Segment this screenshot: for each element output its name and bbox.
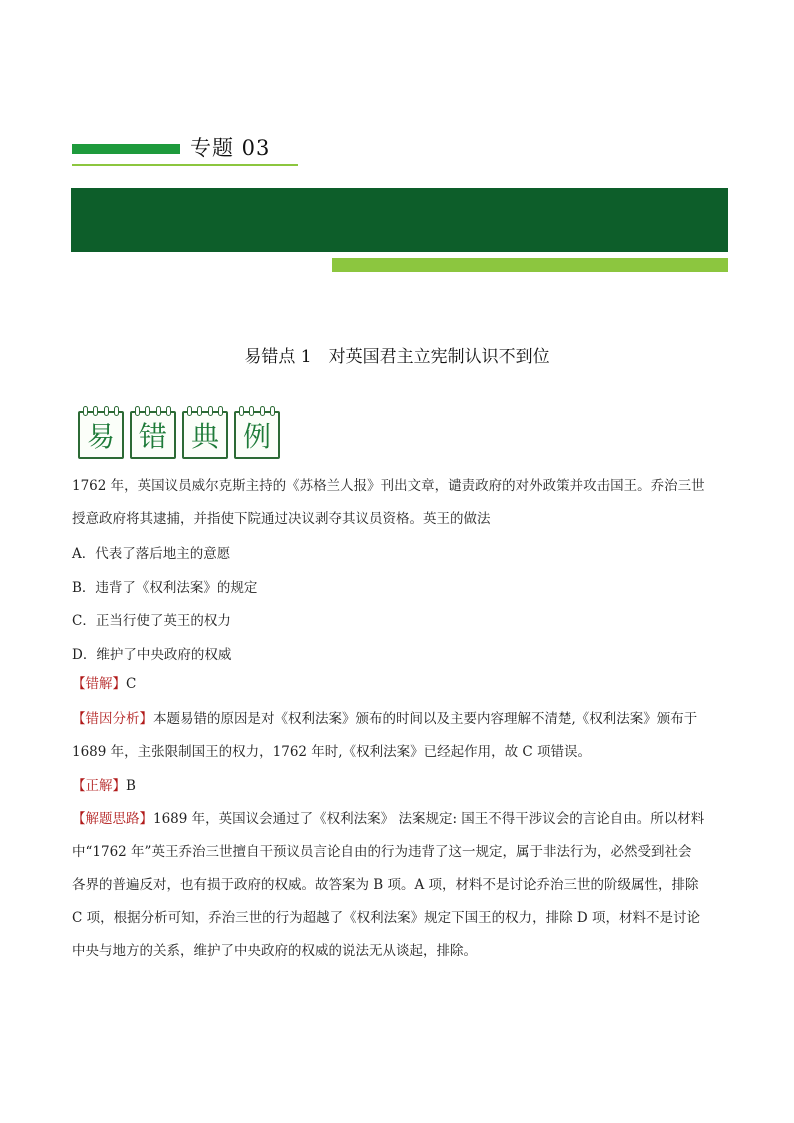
header-stripe <box>332 258 728 272</box>
correct-answer-label: 【正解】 <box>72 778 126 794</box>
wrong-answer <box>72 668 732 701</box>
tile-li <box>234 411 280 459</box>
example-tiles <box>78 411 280 459</box>
option-a: A．代表了落后地主的意愿 <box>72 546 231 562</box>
error-analysis-text: 本题易错的原因是对《权利法案》颁布的时间以及主要内容理解不清楚,《权利法案》颁布于 <box>153 711 698 727</box>
topic-accent-bar <box>72 144 180 154</box>
topic-underline <box>72 164 298 166</box>
wrong-answer-value: C <box>126 676 137 692</box>
error-analysis-text: 1689 年，主张限制国王的权力，1762 年时,《权利法案》已经起作用，故 C 项错误。 <box>72 744 591 760</box>
tile-yi <box>78 411 124 459</box>
option-c: C．正当行使了英王的权力 <box>72 613 231 629</box>
tile-dian <box>182 411 228 459</box>
topic-title: 专题 03 <box>190 136 271 160</box>
question-stem-line: 授意政府将其逮捕，并指使下院通过决议剥夺其议员资格。英王的做法 <box>72 511 491 527</box>
solution-text: 中央与地方的关系，维护了中央政府的权威的说法无从谈起，排除。 <box>72 943 477 959</box>
section-heading: 易错点 1 对英国君主立宪制认识不到位 <box>244 347 550 367</box>
tile-char: 易 <box>86 420 115 453</box>
tile-char: 典 <box>190 420 219 453</box>
solution-text: 各界的普遍反对，也有损于政府的权威。故答案为 B 项。A 项，材料不是讨论乔治三世的阶级属性，排除 <box>72 877 699 893</box>
solution-text: C 项，根据分析可知，乔治三世的行为超越了《权利法案》规定下国王的权力，排除 D 项，材料不是讨论 <box>72 910 701 926</box>
solution-label: 【解题思路】 <box>72 811 153 827</box>
error-analysis <box>72 703 732 769</box>
wrong-answer-label: 【错解】 <box>72 676 126 692</box>
header-banner <box>71 188 728 252</box>
tile-char: 错 <box>138 420 167 453</box>
correct-answer <box>72 770 732 803</box>
solution <box>72 803 732 968</box>
solution-text: 中“1762 年”英王乔治三世擅自干预议员言论自由的行为违背了这一规定，属于非法行为，必然受到社会 <box>72 844 692 860</box>
tile-char: 例 <box>242 420 271 453</box>
question-stem-line: 1762 年，英国议员威尔克斯主持的《苏格兰人报》刊出文章，谴责政府的对外政策并攻击国王。乔治三世 <box>72 478 705 494</box>
solution-text: 1689 年，英国议会通过了《权利法案》 法案规定: 国王不得干涉议会的言论自由。所以材料 <box>153 811 705 827</box>
error-analysis-label: 【错因分析】 <box>72 711 153 727</box>
correct-answer-value: B <box>126 778 136 794</box>
option-d: D．维护了中央政府的权威 <box>72 647 232 663</box>
tile-cuo <box>130 411 176 459</box>
question-stem <box>72 470 732 536</box>
option-b: B．违背了《权利法案》的规定 <box>72 580 258 596</box>
